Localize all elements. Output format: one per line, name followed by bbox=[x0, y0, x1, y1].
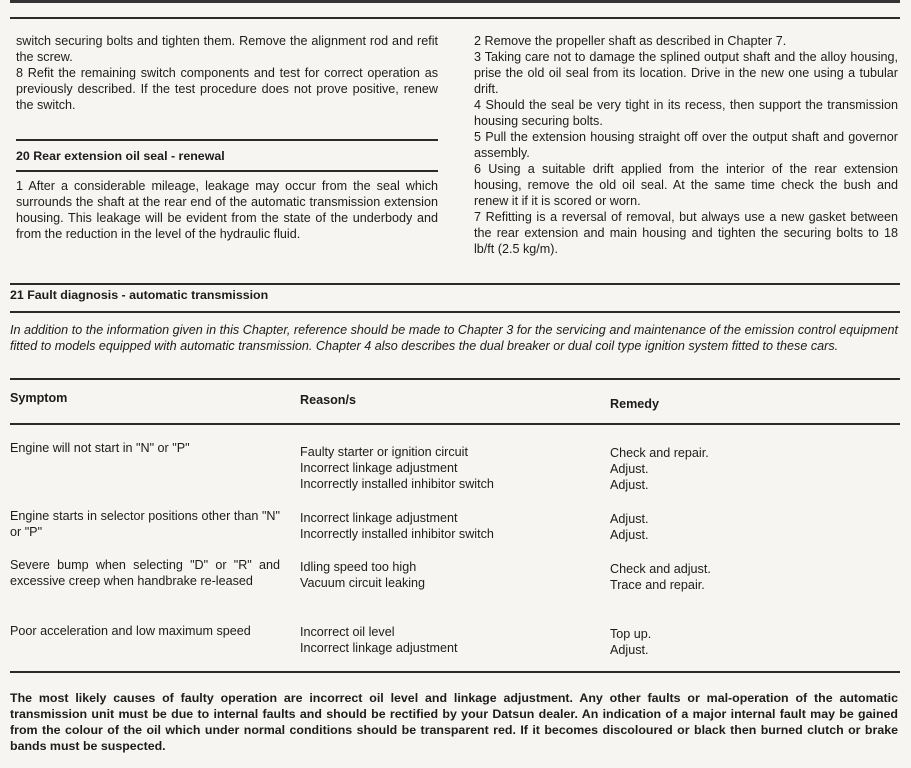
table-rule-bottom bbox=[10, 671, 900, 673]
table-row-1-reason-3: Incorrectly installed inhibitor switch bbox=[300, 477, 494, 491]
header-remedy: Remedy bbox=[610, 397, 659, 411]
paragraph-8: 8 Refit the remaining switch components and test for correct operation as previously described. If the test procedure does not prove positive, renew the switch. bbox=[16, 66, 438, 112]
table-row-1-reason-2: Incorrect linkage adjustment bbox=[300, 461, 458, 475]
section-20-rule-top bbox=[16, 139, 438, 141]
left-column bbox=[16, 33, 438, 113]
table-row-3-reason-2: Vacuum circuit leaking bbox=[300, 576, 426, 590]
top-edge-rule bbox=[10, 0, 900, 3]
table-row-1-symptom: Engine will not start in "N" or "P" bbox=[10, 441, 190, 455]
table-row-3-remedies bbox=[610, 561, 880, 593]
table-row-4-reason-2: Incorrect linkage adjustment bbox=[300, 641, 458, 655]
table-row-2-remedy-1: Adjust. bbox=[610, 512, 649, 526]
table-row-1-remedy-1: Check and repair. bbox=[610, 446, 709, 460]
section-20-body bbox=[16, 178, 438, 242]
table-row-4-reasons bbox=[300, 624, 590, 656]
paragraph-3: 3 Taking care not to damage the splined output shaft and the alloy housing, prise the old oil seal from its location. Drive in the new one using a tubular drift. bbox=[474, 50, 898, 96]
paragraph-6: 6 Using a suitable drift applied from the interior of the rear extension housing, remove the old oil seal. At the same time check the bush and renew it if it is scored or worn. bbox=[474, 162, 898, 208]
section-20-rule-bottom bbox=[16, 170, 438, 172]
table-row-1-reason-1: Faulty starter or ignition circuit bbox=[300, 445, 468, 459]
section-21-intro: In addition to the information given in this Chapter, reference should be made to Chapter 3 for the servicing and maintenance of the emission control equipment fitted to models equipped with automatic transmission. Chapter 4 also describes the dual breaker or dual coil type ignition system fitted to these cars. bbox=[10, 323, 898, 353]
table-row-1-remedy-3: Adjust. bbox=[610, 478, 649, 492]
section-21-title: 21 Fault diagnosis - automatic transmission bbox=[10, 288, 269, 302]
table-row-4-remedies bbox=[610, 626, 880, 658]
table-row-2-reasons bbox=[300, 510, 590, 542]
table-row-3-symptom: Severe bump when selecting "D" or "R" and excessive creep when handbrake re-leased bbox=[10, 558, 280, 588]
table-row-2-symptom: Engine starts in selector positions other than "N" or "P" bbox=[10, 509, 280, 539]
table-row-2-reason-1: Incorrect linkage adjustment bbox=[300, 511, 458, 525]
table-row-3-remedy-2: Trace and repair. bbox=[610, 578, 705, 592]
table-row-1-remedy-2: Adjust. bbox=[610, 462, 649, 476]
table-row-3-remedy-1: Check and adjust. bbox=[610, 562, 711, 576]
table-row-2-reason-2: Incorrectly installed inhibitor switch bbox=[300, 527, 494, 541]
summary-note: The most likely causes of faulty operation are incorrect oil level and linkage adjustment. Any other faults or mal-operation of the automatic transmission unit must be due to internal faults and should be rectified by your Datsun dealer. An indication of a major internal fault may be gained from the colour of the oil which under normal conditions should be transparent red. If it becomes discoloured or black then burned clutch or brake bands must be suspected. bbox=[10, 691, 898, 753]
table-row-2-remedy-2: Adjust. bbox=[610, 528, 649, 542]
section-21-rule-top bbox=[10, 283, 900, 285]
header-symptom: Symptom bbox=[10, 391, 68, 405]
paragraph-2: 2 Remove the propeller shaft as described in Chapter 7. bbox=[474, 34, 787, 48]
table-row-2-remedies bbox=[610, 511, 880, 543]
table-row-4-reason-1: Incorrect oil level bbox=[300, 625, 395, 639]
top-rule bbox=[10, 17, 900, 19]
section-20-title: 20 Rear extension oil seal - renewal bbox=[16, 149, 225, 163]
section-21-rule-title bbox=[10, 311, 900, 313]
table-rule-top bbox=[10, 378, 900, 380]
table-rule-header bbox=[10, 423, 900, 425]
table-row-4-remedy-2: Adjust. bbox=[610, 643, 649, 657]
paragraph-4: 4 Should the seal be very tight in its recess, then support the transmission housing securing bolts. bbox=[474, 98, 898, 128]
table-row-3-reasons bbox=[300, 559, 590, 591]
paragraph-5: 5 Pull the extension housing straight off over the output shaft and governor assembly. bbox=[474, 130, 898, 160]
header-reason: Reason/s bbox=[300, 393, 356, 407]
table-row-4-symptom: Poor acceleration and low maximum speed bbox=[10, 624, 251, 638]
right-column bbox=[474, 33, 898, 257]
table-row-3-reason-1: Idling speed too high bbox=[300, 560, 417, 574]
paragraph-1: 1 After a considerable mileage, leakage may occur from the seal which surrounds the shaft at the rear end of the automatic transmission extension housing. This leakage will be evident from the state of the underbody and from the reduction in the level of the hydraulic fluid. bbox=[16, 179, 438, 241]
table-row-1-reasons bbox=[300, 444, 590, 492]
table-row-1-remedies bbox=[610, 445, 880, 493]
paragraph-7: 7 Refitting is a reversal of removal, but always use a new gasket between the rear extension and main housing and tighten the securing bolts to 18 lb/ft (2.5 kg/m). bbox=[474, 210, 898, 256]
table-row-4-remedy-1: Top up. bbox=[610, 627, 652, 641]
paragraph-continued: switch securing bolts and tighten them. Remove the alignment rod and refit the screw. bbox=[16, 34, 438, 64]
